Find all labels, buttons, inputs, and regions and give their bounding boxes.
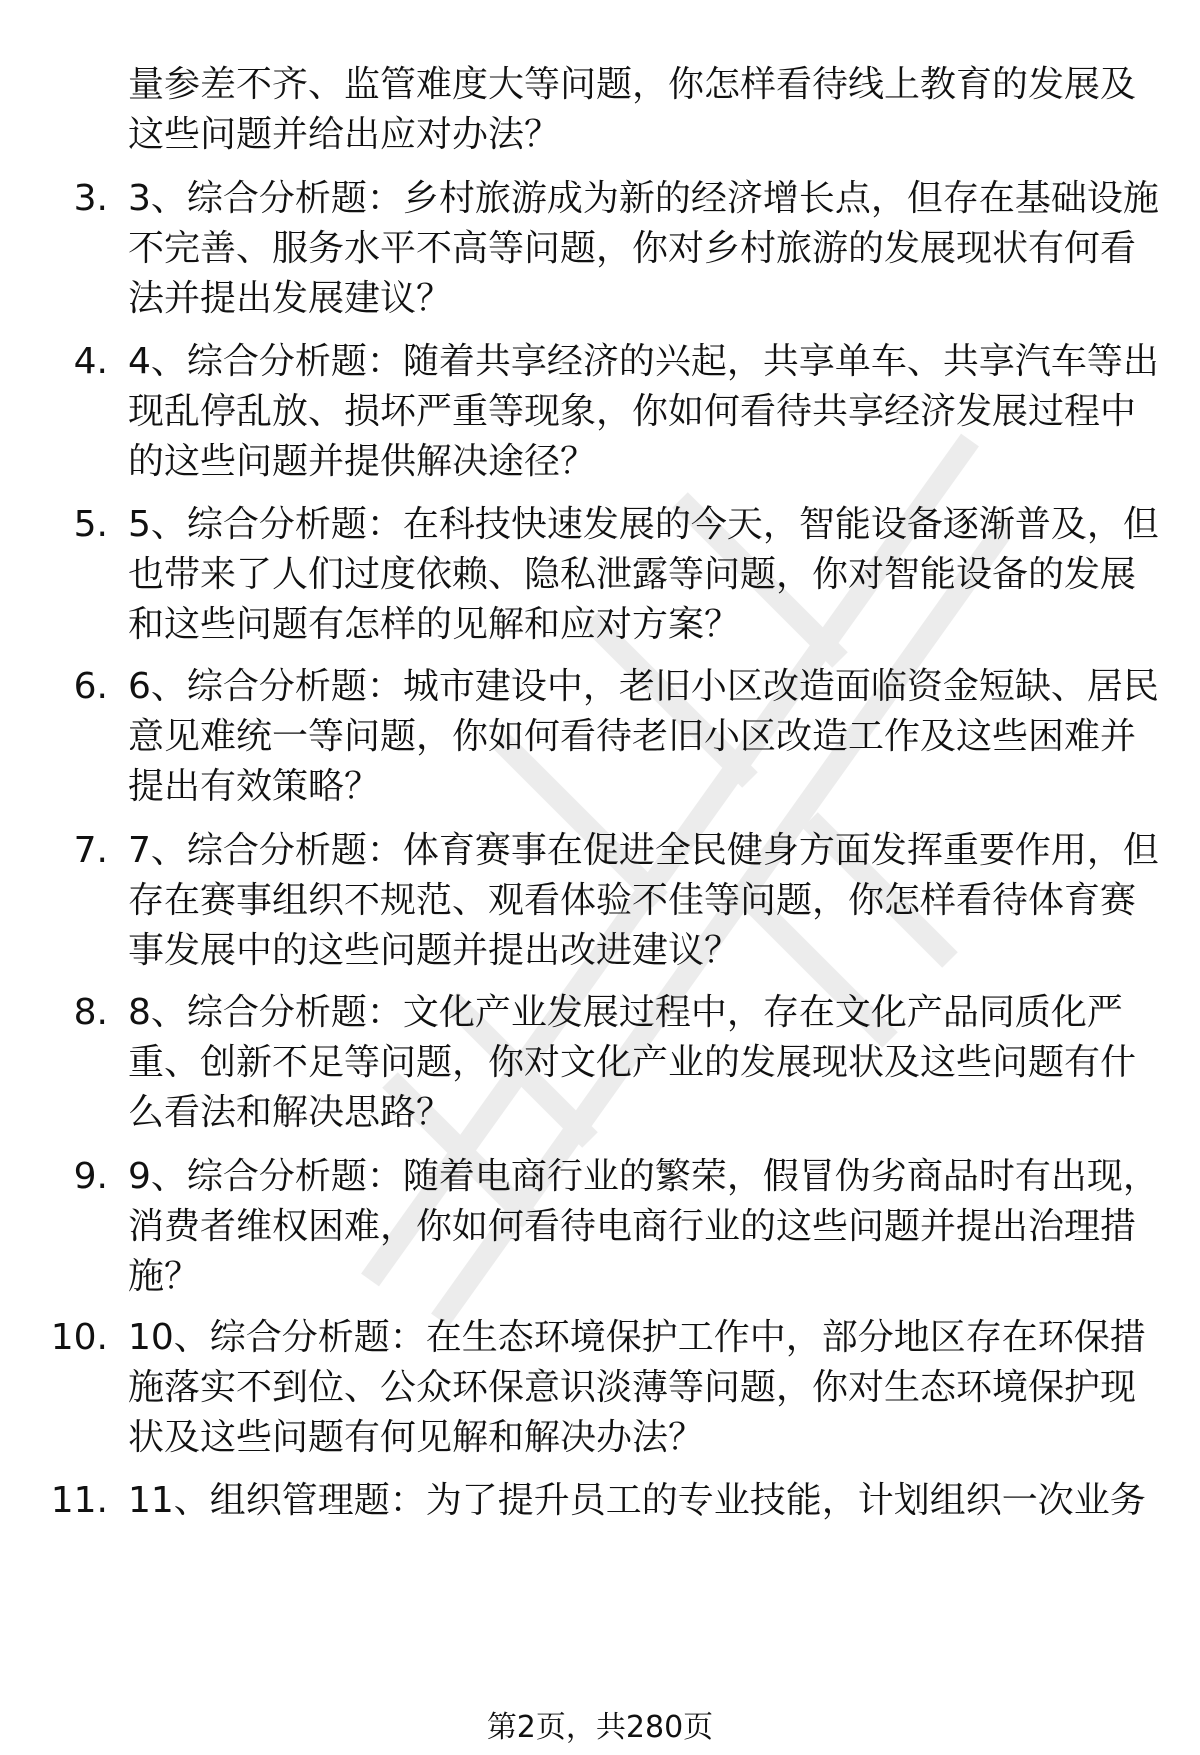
- item-text: 11、组织管理题：为了提升员工的专业技能，计划组织一次业务: [128, 1480, 1146, 1521]
- intro-paragraph: 量参差不齐、监管难度大等问题，你怎样看待线上教育的发展及这些问题并给出应对办法？: [128, 64, 1137, 155]
- item-number: 9.: [73, 1156, 108, 1197]
- item-text: 9、综合分析题：随着电商行业的繁荣，假冒伪劣商品时有出现，消费者维权困难，你如何看待电商行业的这些问题并提出治理措施？: [128, 1156, 1159, 1297]
- item-text: 6、综合分析题：城市建设中，老旧小区改造面临资金短缺、居民意见难统一等问题，你如何看待老旧小区改造工作及这些困难并提出有效策略？: [128, 666, 1159, 807]
- item-number: 7.: [73, 830, 108, 871]
- item-text: 4、综合分析题：随着共享经济的兴起，共享单车、共享汽车等出现乱停乱放、损坏严重等现象，你如何看待共享经济发展过程中的这些问题并提供解决途径？: [128, 341, 1159, 482]
- page-footer: 第2页，共280页: [486, 1710, 714, 1745]
- item-number: 11.: [50, 1480, 108, 1521]
- item-number: 5.: [73, 504, 108, 545]
- item-number: 3.: [73, 178, 108, 219]
- item-number: 8.: [73, 992, 108, 1033]
- item-text: 8、综合分析题：文化产业发展过程中，存在文化产品同质化严重、创新不足等问题，你对文化产业的发展现状及这些问题有什么看法和解决思路？: [128, 992, 1137, 1133]
- item-text: 5、综合分析题：在科技快速发展的今天，智能设备逐渐普及，但也带来了人们过度依赖、隐私泄露等问题，你对智能设备的发展和这些问题有怎样的见解和应对方案？: [128, 504, 1159, 645]
- item-number: 10.: [50, 1317, 108, 1358]
- item-text: 7、综合分析题：体育赛事在促进全民健身方面发挥重要作用，但存在赛事组织不规范、观看体验不佳等问题，你怎样看待体育赛事发展中的这些问题并提出改进建议？: [128, 830, 1159, 971]
- item-number: 6.: [73, 666, 108, 707]
- item-text: 3、综合分析题：乡村旅游成为新的经济增长点，但存在基础设施不完善、服务水平不高等问题，你对乡村旅游的发展现状有何看法并提出发展建议？: [128, 178, 1159, 319]
- item-number: 4.: [73, 341, 108, 382]
- item-text: 10、综合分析题：在生态环境保护工作中，部分地区存在环保措施落实不到位、公众环保意识淡薄等问题，你对生态环境保护现状及这些问题有何见解和解决办法？: [128, 1317, 1146, 1458]
